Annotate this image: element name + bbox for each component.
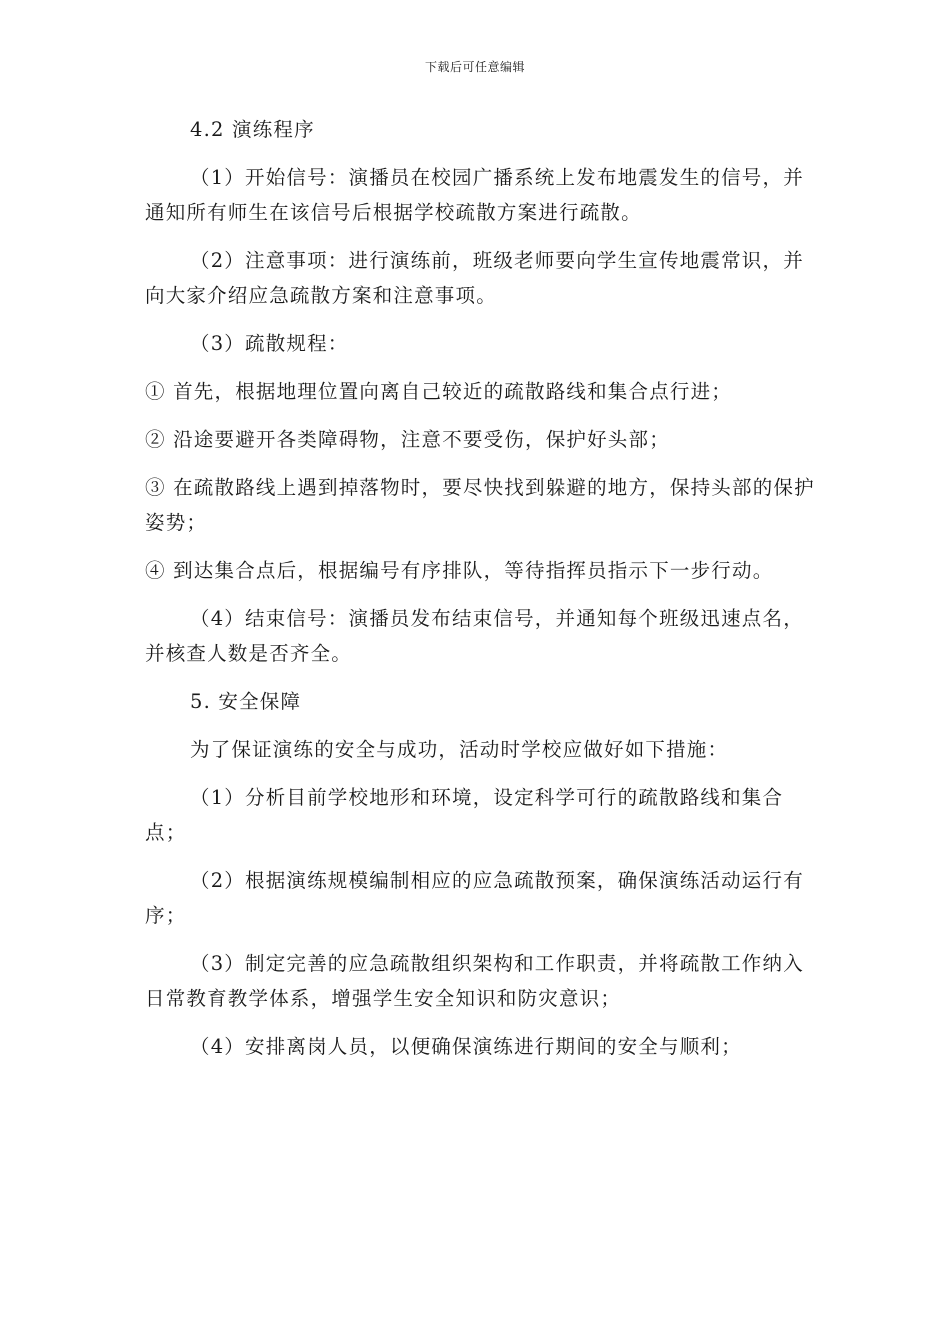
paragraph-safety-intro: 为了保证演练的安全与成功，活动时学校应做好如下措施： [190, 738, 729, 761]
paragraph-precautions: （2）注意事项：进行演练前，班级老师要向学生宣传地震常识，并向大家介绍应急疏散方案和注意事项。 [145, 249, 804, 307]
paragraph-evacuation-rules: （3）疏散规程： [190, 332, 349, 355]
paragraph-safety-measure-1: （1）分析目前学校地形和环境，设定科学可行的疏散路线和集合点； [145, 786, 784, 844]
list-item-rule-2: ② 沿途要避开各类障碍物，注意不要受伤，保护好头部； [145, 428, 670, 451]
section-heading-drill-procedure: 4.2 演练程序 [190, 118, 315, 141]
paragraph-safety-measure-3: （3）制定完善的应急疏散组织架构和工作职责，并将疏散工作纳入日常教育教学体系，增强学生安全知识和防灾意识； [145, 952, 804, 1010]
section-heading-safety: 5. 安全保障 [190, 690, 302, 713]
list-item-rule-3: ③ 在疏散路线上遇到掉落物时，要尽快找到躲避的地方，保持头部的保护姿势； [145, 476, 815, 534]
paragraph-safety-measure-4: （4）安排离岗人员，以便确保演练进行期间的安全与顺利； [190, 1035, 742, 1058]
paragraph-start-signal: （1）开始信号：演播员在校园广播系统上发布地震发生的信号，并通知所有师生在该信号后根据学校疏散方案进行疏散。 [145, 166, 804, 224]
paragraph-safety-measure-2: （2）根据演练规模编制相应的应急疏散预案，确保演练活动运行有序； [145, 869, 804, 927]
paragraph-end-signal: （4）结束信号：演播员发布结束信号，并通知每个班级迅速点名，并核查人数是否齐全。 [145, 607, 804, 665]
document-body [145, 112, 815, 1077]
page-header-note: 下载后可任意编辑 [424, 60, 525, 74]
list-item-rule-4: ④ 到达集合点后，根据编号有序排队，等待指挥员指示下一步行动。 [145, 559, 774, 582]
list-item-rule-1: ① 首先，根据地理位置向离自己较近的疏散路线和集合点行进； [145, 380, 732, 403]
